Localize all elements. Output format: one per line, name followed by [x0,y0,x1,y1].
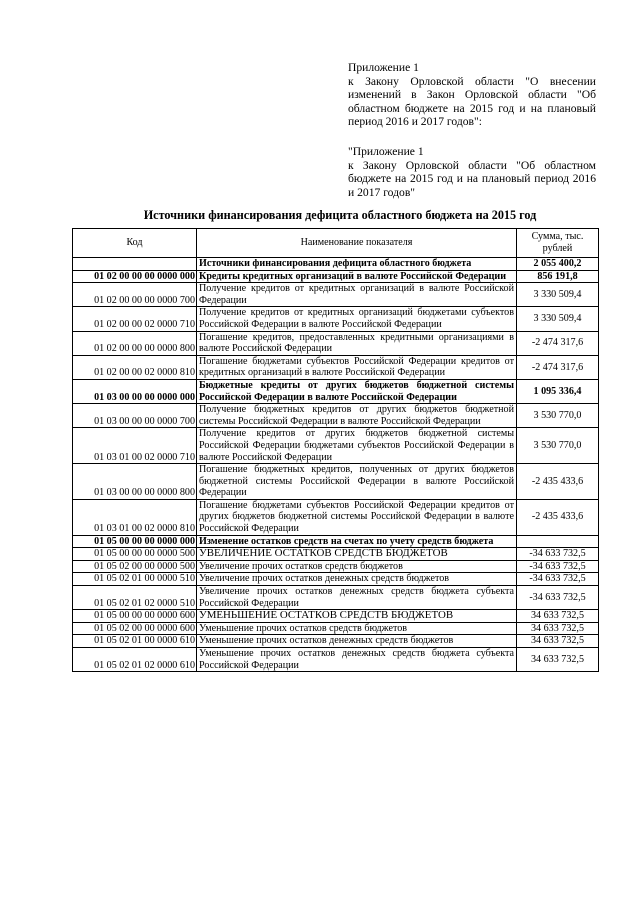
row-sum: 34 633 732,5 [517,622,599,635]
annex-original-text: к Закону Орловской области "Об областном бюджете на 2015 год и на плановый период 2016 и 2017 годов" [348,158,596,199]
row-name: Погашение кредитов, предоставленных кредитными организациями в валюте Российской Федерации [197,331,517,355]
row-name: Получение кредитов от кредитных организаций в валюте Российской Федерации [197,283,517,307]
row-sum: -34 633 732,5 [517,560,599,573]
row-code: 01 05 02 01 00 0000 610 [73,635,197,648]
row-code: 01 05 02 00 00 0000 600 [73,622,197,635]
table-row [73,270,599,283]
table-row [73,560,599,573]
annex-original-title: "Приложение 1 [348,145,424,158]
row-name: Уменьшение прочих остатков денежных средств бюджета субъекта Российской Федерации [197,648,517,672]
row-sum: -2 474 317,6 [517,331,599,355]
table-row [73,586,599,610]
row-code: 01 02 00 00 00 0000 000 [73,270,197,283]
header-code: Код [73,229,197,258]
row-code: 01 02 00 00 02 0000 710 [73,307,197,331]
annex-current [348,61,596,129]
row-code: 01 02 00 00 02 0000 810 [73,355,197,379]
row-code: 01 05 00 00 00 0000 500 [73,548,197,561]
row-code: 01 05 00 00 00 0000 600 [73,610,197,623]
table-row [73,464,599,500]
row-code: 01 03 00 00 00 0000 800 [73,464,197,500]
row-code: 01 02 00 00 00 0000 800 [73,331,197,355]
row-sum: 3 530 770,0 [517,404,599,428]
row-sum: 34 633 732,5 [517,610,599,623]
row-code: 01 02 00 00 00 0000 700 [73,283,197,307]
row-sum [517,535,599,548]
row-name: Погашение бюджетами субъектов Российской Федерации кредитов от кредитных организаций в валюте Российской Федерации [197,355,517,379]
table-row [73,548,599,561]
row-code: 01 03 00 00 00 0000 700 [73,404,197,428]
table-body [73,258,599,672]
header-name: Наименование показателя [197,229,517,258]
table-row [73,648,599,672]
row-code [73,258,197,271]
row-sum: -2 435 433,6 [517,499,599,535]
row-name: Увеличение прочих остатков средств бюджетов [197,560,517,573]
row-name: Изменение остатков средств на счетах по учету средств бюджета [197,535,517,548]
table-row [73,355,599,379]
row-name: Получение кредитов от других бюджетов бюджетной системы Российской Федерации бюджетами субъектов Российской Федерации в валюте Российской Федерации [197,428,517,464]
table-row [73,404,599,428]
table-row [73,258,599,271]
table-row [73,635,599,648]
row-name: Увеличение прочих остатков денежных средств бюджета субъекта Российской Федерации [197,586,517,610]
row-sum: 2 055 400,2 [517,258,599,271]
annex-current-text: к Закону Орловской области "О внесении изменений в Закон Орловской области "Об областном бюджете на 2015 год и на плановый период 2016 и 2017 годов": [348,74,596,129]
row-name: УМЕНЬШЕНИЕ ОСТАТКОВ СРЕДСТВ БЮДЖЕТОВ [197,610,517,623]
row-code: 01 05 02 01 02 0000 610 [73,648,197,672]
row-code: 01 05 00 00 00 0000 000 [73,535,197,548]
row-sum: 34 633 732,5 [517,635,599,648]
row-name: Получение бюджетных кредитов от других бюджетов бюджетной системы Российской Федерации в валюте Российской Федерации [197,404,517,428]
table-header-row [73,229,599,258]
row-name: Кредиты кредитных организаций в валюте Российской Федерации [197,270,517,283]
row-code: 01 03 00 00 00 0000 000 [73,379,197,403]
table-row [73,307,599,331]
row-sum: 1 095 336,4 [517,379,599,403]
row-code: 01 05 02 01 02 0000 510 [73,586,197,610]
row-sum: 856 191,8 [517,270,599,283]
row-code: 01 05 02 00 00 0000 500 [73,560,197,573]
row-code: 01 03 01 00 02 0000 710 [73,428,197,464]
row-name: Уменьшение прочих остатков денежных средств бюджетов [197,635,517,648]
row-sum: 3 330 509,4 [517,307,599,331]
table-row [73,331,599,355]
table-row [73,283,599,307]
row-sum: 34 633 732,5 [517,648,599,672]
row-name: Источники финансирования дефицита областного бюджета [197,258,517,271]
annex-original [348,145,596,199]
financing-sources-table [72,228,599,672]
row-code: 01 03 01 00 02 0000 810 [73,499,197,535]
header-sum: Сумма, тыс. рублей [517,229,599,258]
table-row [73,535,599,548]
row-sum: -34 633 732,5 [517,573,599,586]
annex-current-title: Приложение 1 [348,61,419,74]
row-name: Уменьшение прочих остатков средств бюджетов [197,622,517,635]
row-name: УВЕЛИЧЕНИЕ ОСТАТКОВ СРЕДСТВ БЮДЖЕТОВ [197,548,517,561]
document-title: Источники финансирования дефицита областного бюджета на 2015 год [143,208,537,222]
table-row [73,610,599,623]
row-sum: -2 435 433,6 [517,464,599,500]
table-row [73,622,599,635]
row-name: Бюджетные кредиты от других бюджетов бюджетной системы Российской Федерации в валюте Российской Федерации [197,379,517,403]
row-name: Получение кредитов от кредитных организаций бюджетами субъектов Российской Федерации в валюте Российской Федерации [197,307,517,331]
table-row [73,573,599,586]
row-name: Погашение бюджетных кредитов, полученных от других бюджетов бюджетной системы Российской Федерации в валюте Российской Федерации [197,464,517,500]
row-sum: -2 474 317,6 [517,355,599,379]
table-row [73,379,599,403]
row-sum: -34 633 732,5 [517,586,599,610]
row-sum: 3 330 509,4 [517,283,599,307]
row-sum: -34 633 732,5 [517,548,599,561]
table-row [73,428,599,464]
table-row [73,499,599,535]
row-name: Увеличение прочих остатков денежных средств бюджетов [197,573,517,586]
row-sum: 3 530 770,0 [517,428,599,464]
row-name: Погашение бюджетами субъектов Российской Федерации кредитов от других бюджетов бюджетной системы Российской Федерации в валюте Российской Федерации [197,499,517,535]
row-code: 01 05 02 01 00 0000 510 [73,573,197,586]
